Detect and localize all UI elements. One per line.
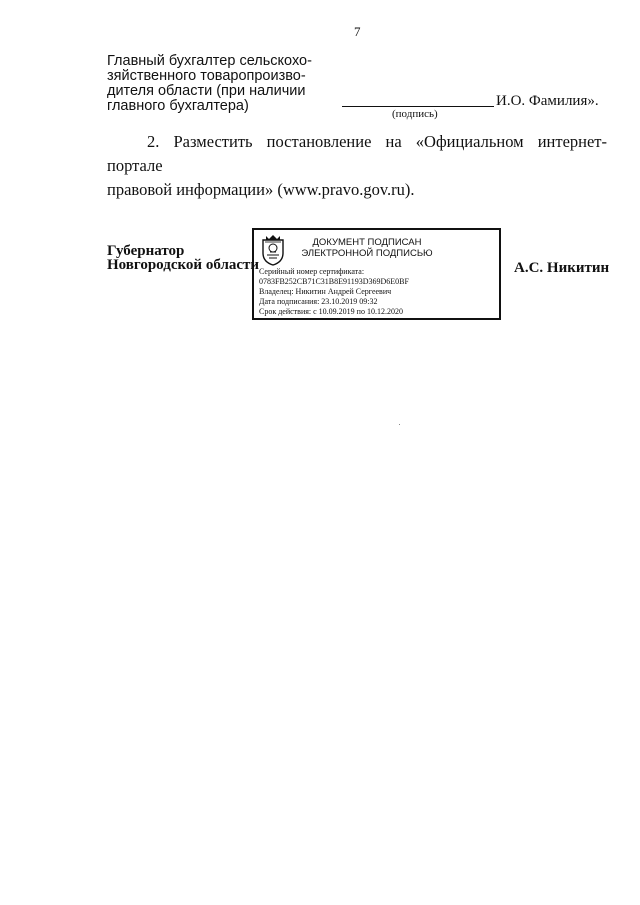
stamp-title: ДОКУМЕНТ ПОДПИСАН [312,237,422,248]
coat-of-arms-icon [260,234,286,266]
position-line: Главный бухгалтер сельскохо- [107,53,312,69]
signing-date: Дата подписания: 23.10.2019 09:32 [259,297,378,306]
serial-number: 0783FB252CB71C31B8E91193D369D6E0BF [259,277,409,286]
name-placeholder: И.О. Фамилия». [496,93,599,109]
stamp-header [292,237,442,259]
position-line: главного бухгалтера) [107,98,249,114]
signer-name: А.С. Никитин [514,260,610,276]
electronic-signature-stamp [252,228,501,320]
signer-title-line: Новгородской области [107,257,260,273]
paragraph-2 [107,130,607,202]
position-line: зяйственного товаропроизво- [107,68,306,84]
signature-line [342,106,494,107]
scan-artifact [399,424,400,425]
signature-caption: (подпись) [392,108,438,120]
stamp-title: ЭЛЕКТРОННОЙ ПОДПИСЬЮ [301,248,433,259]
serial-label: Серийный номер сертификата: [259,267,365,276]
paragraph-line: 2. Разместить постановление на «Официальном интернет-портале [107,132,607,175]
signatory-position [107,54,327,114]
certificate-details [259,267,497,317]
position-line: дителя области (при наличии [107,83,306,99]
signer-title-line: Губернатор [107,243,185,259]
validity-period: Срок действия: с 10.09.2019 по 10.12.2020 [259,307,403,316]
paragraph-line: правовой информации» (www.pravo.gov.ru). [107,180,415,199]
certificate-owner: Владелец: Никитин Андрей Сергеевич [259,287,392,296]
signer-title [107,244,259,272]
page-number: 7 [354,24,361,39]
